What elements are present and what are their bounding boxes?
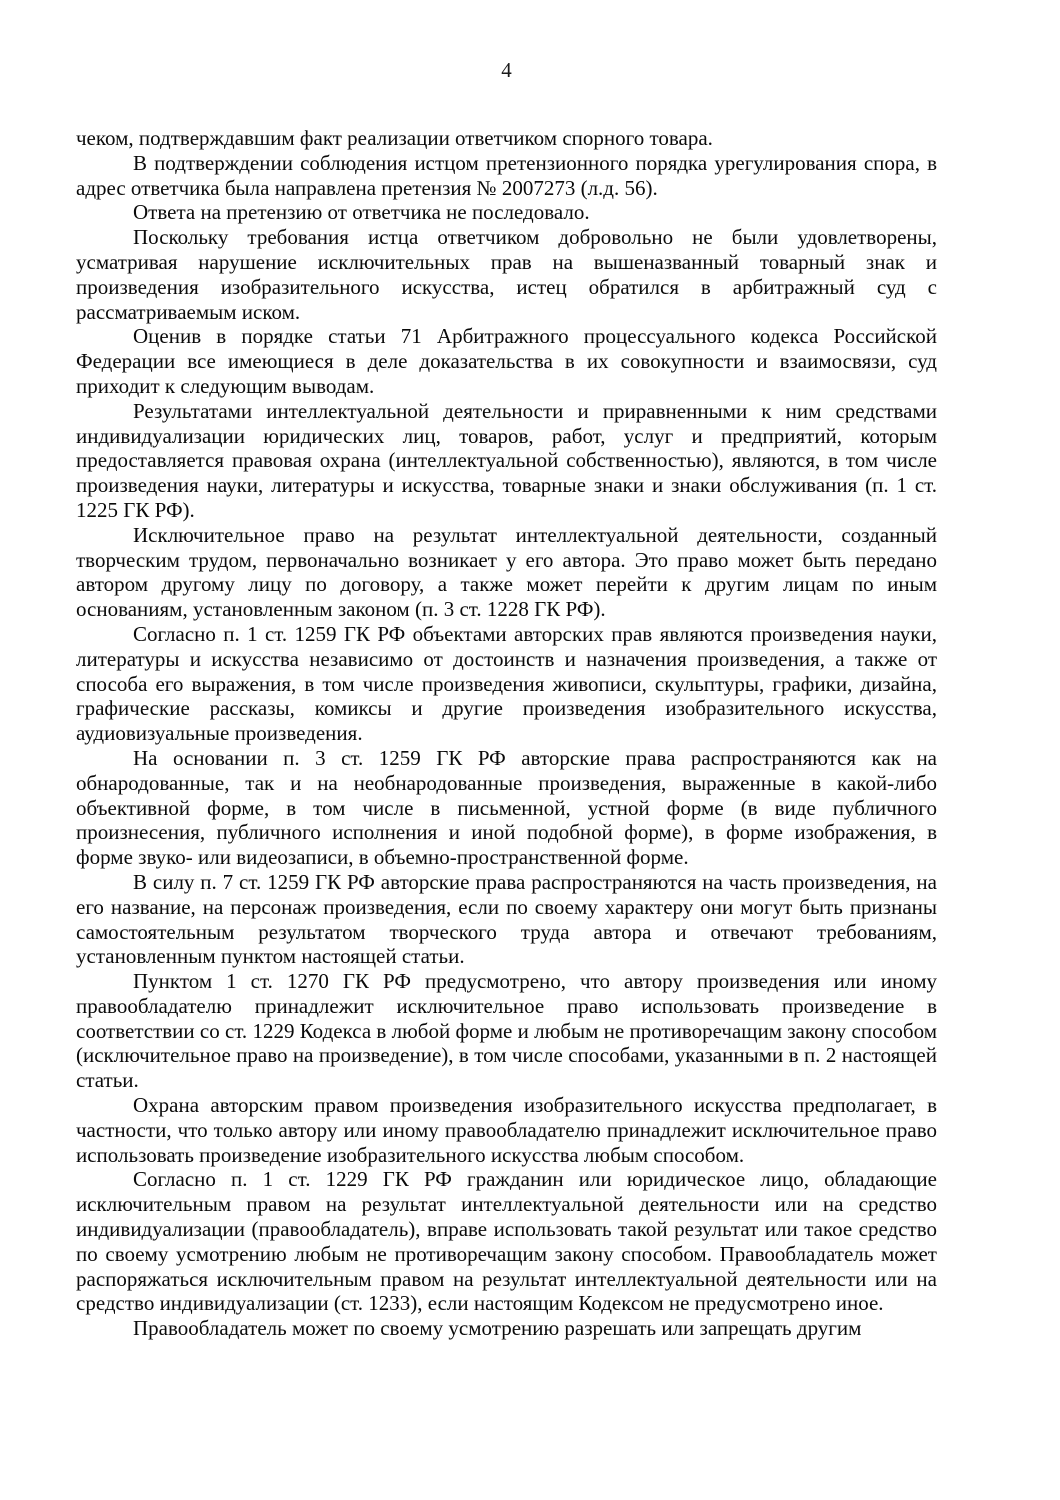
document-body bbox=[76, 126, 937, 1341]
paragraph: Оценив в порядке статьи 71 Арбитражного процессуального кодекса Российской Федерации все имеющиеся в деле доказательства в их совокупности и взаимосвязи, суд приходит к следующим выводам. bbox=[76, 324, 937, 398]
paragraph: Согласно п. 1 ст. 1229 ГК РФ гражданин или юридическое лицо, обладающие исключительным правом на результат интеллектуальной деятельности или на средство индивидуализации (правообладатель), вправе использовать такой результат или такое средство по своему усмотрению любым не противоречащим закону способом. Правообладатель может распоряжаться исключительным правом на результат интеллектуальной деятельности или на средство индивидуализации (ст. 1233), если настоящим Кодексом не предусмотрено иное. bbox=[76, 1167, 937, 1316]
paragraph: чеком, подтверждавшим факт реализации ответчиком спорного товара. bbox=[76, 126, 713, 150]
page-number: 4 bbox=[501, 58, 512, 82]
paragraph: Пунктом 1 ст. 1270 ГК РФ предусмотрено, что автору произведения или иному правообладателю принадлежит исключительное право использовать произведение в соответствии со ст. 1229 Кодекса в любой форме и любым не противоречащим закону способом (исключительное право на произведение), в том числе способами, указанными в п. 2 настоящей статьи. bbox=[76, 969, 937, 1093]
paragraph: На основании п. 3 ст. 1259 ГК РФ авторские права распространяются как на обнародованные, так и на необнародованные произведения, выраженные в какой-либо объективной форме, в том числе в письменной, устной форме (в виде публичного произнесения, публичного исполнения и иной подобной форме), в форме изображения, в форме звуко- или видеозаписи, в объемно-пространственной форме. bbox=[76, 745, 937, 870]
paragraph: Охрана авторским правом произведения изобразительного искусства предполагает, в частности, что только автору или иному правообладателю принадлежит исключительное право использовать произведение изобразительного искусства любым способом. bbox=[76, 1093, 937, 1167]
paragraph: Правообладатель может по своему усмотрению разрешать или запрещать другим bbox=[133, 1316, 862, 1341]
paragraph: Исключительное право на результат интеллектуальной деятельности, созданный творческим трудом, первоначально возникает у его автора. Это право может быть передано автором другому лицу по договору, а также может перейти к другим лицам по иным основаниям, установленным законом (п. 3 ст. 1228 ГК РФ). bbox=[76, 522, 937, 622]
paragraph: В подтверждении соблюдения истцом претензионного порядка урегулирования спора, в адрес ответчика была направлена претензия № 2007273 (л.д. 56). bbox=[76, 150, 937, 200]
paragraph: Поскольку требования истца ответчиком добровольно не были удовлетворены, усматривая нарушение исключительных прав на вышеназванный товарный знак и произведения изобразительного искусства, истец обратился в арбитражный суд с рассматриваемым иском. bbox=[76, 225, 937, 324]
paragraph: Результатами интеллектуальной деятельности и приравненными к ним средствами индивидуализации юридических лиц, товаров, работ, услуг и предприятий, которым предоставляется правовая охрана (интеллектуальной собственностью), являются, в том числе произведения науки, литературы и искусства, товарные знаки и знаки обслуживания (п. 1 ст. 1225 ГК РФ). bbox=[76, 398, 937, 522]
paragraph: Согласно п. 1 ст. 1259 ГК РФ объектами авторских прав являются произведения науки, литературы и искусства независимо от достоинств и назначения произведения, а также от способа его выражения, в том числе произведения живописи, скульптуры, графики, дизайна, графические рассказы, комиксы и другие произведения изобразительного искусства, аудиовизуальные произведения. bbox=[76, 621, 937, 746]
paragraph: Ответа на претензию от ответчика не последовало. bbox=[133, 200, 590, 225]
paragraph: В силу п. 7 ст. 1259 ГК РФ авторские права распространяются на часть произведения, на его название, на персонаж произведения, если по своему характеру они могут быть признаны самостоятельным результатом творческого труда автора и отвечают требованиям, установленным пунктом настоящей статьи. bbox=[76, 869, 937, 969]
